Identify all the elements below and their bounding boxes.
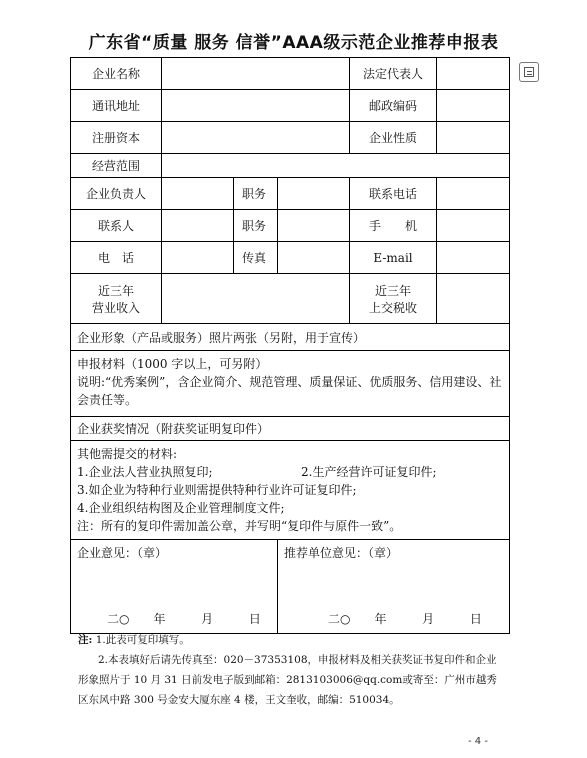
label-company-nature: 企业性质 xyxy=(350,122,437,154)
date-year: 二○ 年 xyxy=(328,612,387,626)
label-revenue-line1: 近三年 xyxy=(97,283,134,298)
recommender-opinion-box[interactable] xyxy=(278,540,510,634)
field-fax[interactable] xyxy=(278,242,350,274)
other-title: 其他需提交的材料: xyxy=(77,447,178,461)
note-2: 2.本表填好后请先传真至：020－37353108，申报材料及相关获奖证书复印件和企业形象照片于 10 月 31 日前发电子版到邮箱：2813103006@qq.com或寄至：广州市越秀区东风中路 300 号金安大厦东座 4 楼，王文奎收，邮编：510034。 xyxy=(78,654,497,706)
materials-title: 申报材料（1000 字以上，可另附） xyxy=(77,357,268,371)
application-form-table xyxy=(70,57,510,634)
company-opinion-date xyxy=(107,610,261,627)
field-company-name[interactable] xyxy=(162,58,350,90)
label-contact-person: 联系人 xyxy=(71,210,162,242)
page-number: - 4 - xyxy=(468,736,488,747)
field-registered-capital[interactable] xyxy=(162,122,350,154)
image-photos-row[interactable]: 企业形象（产品或服务）照片两张（另附，用于宣传） xyxy=(71,324,510,351)
label-position-2: 职务 xyxy=(234,210,278,242)
recommender-opinion-label: 推荐单位意见：（章） xyxy=(284,546,399,560)
field-company-head[interactable] xyxy=(162,178,234,210)
note-1-line xyxy=(78,630,506,650)
label-position-1: 职务 xyxy=(234,178,278,210)
label-company-name: 企业名称 xyxy=(71,58,162,90)
other-item-2: 2.生产经营许可证复印件; xyxy=(301,465,437,479)
field-business-scope[interactable] xyxy=(162,154,510,178)
label-postal-code: 邮政编码 xyxy=(350,90,437,122)
field-email[interactable] xyxy=(437,242,510,274)
materials-section[interactable] xyxy=(71,351,510,417)
other-note: 注：所有的复印件需加盖公章，并写明“复印件与原件一致”。 xyxy=(77,519,402,533)
label-legal-rep: 法定代表人 xyxy=(350,58,437,90)
field-position-2[interactable] xyxy=(278,210,350,242)
field-tax[interactable] xyxy=(437,274,510,324)
field-revenue[interactable] xyxy=(162,274,350,324)
notes-section xyxy=(78,630,506,710)
field-legal-rep[interactable] xyxy=(437,58,510,90)
label-phone: 电 话 xyxy=(71,242,162,274)
label-company-head: 企业负责人 xyxy=(71,178,162,210)
field-position-1[interactable] xyxy=(278,178,350,210)
date-month: 月 xyxy=(422,612,435,626)
other-item-4: 4.企业组织结构图及企业管理制度文件; xyxy=(77,501,285,515)
materials-desc: 说明:“优秀案例”，含企业简介、规范管理、质量保证、优质服务、信用建设、社会责任等。 xyxy=(77,375,502,407)
label-fax: 传真 xyxy=(234,242,278,274)
field-postal-code[interactable] xyxy=(437,90,510,122)
field-contact-phone[interactable] xyxy=(437,178,510,210)
other-item-3: 3.如企业为特种行业则需提供特种行业许可证复印件; xyxy=(77,483,357,497)
label-tax-line2: 上交税收 xyxy=(369,300,418,315)
date-month: 月 xyxy=(201,612,214,626)
label-revenue-line2: 营业收入 xyxy=(91,300,140,315)
label-tax-line1: 近三年 xyxy=(375,283,412,298)
field-address[interactable] xyxy=(162,90,350,122)
date-year: 二○ 年 xyxy=(107,612,166,626)
company-opinion-box[interactable] xyxy=(71,540,278,634)
other-materials-section xyxy=(71,441,510,540)
label-contact-phone: 联系电话 xyxy=(350,178,437,210)
ocr-scan-icon[interactable] xyxy=(519,62,539,82)
label-tax xyxy=(350,274,437,324)
label-business-scope: 经营范围 xyxy=(71,154,162,178)
form-title: 广东省“质量 服务 信誉”AAA级示范企业推荐申报表 xyxy=(88,33,499,53)
field-contact-person[interactable] xyxy=(162,210,234,242)
date-day: 日 xyxy=(469,612,482,626)
other-item-1: 1.企业法人营业执照复印; xyxy=(77,465,213,479)
date-day: 日 xyxy=(248,612,261,626)
notes-label: 注: xyxy=(78,634,93,646)
field-mobile[interactable] xyxy=(437,210,510,242)
field-company-nature[interactable] xyxy=(437,122,510,154)
field-phone[interactable] xyxy=(162,242,234,274)
label-revenue xyxy=(71,274,162,324)
awards-row[interactable]: 企业获奖情况（附获奖证明复印件） xyxy=(71,417,510,441)
label-address: 通讯地址 xyxy=(71,90,162,122)
company-opinion-label: 企业意见：（章） xyxy=(77,546,168,560)
label-email: E-mail xyxy=(350,242,437,274)
note-1: 1.此表可复印填写。 xyxy=(95,634,190,646)
recommender-opinion-date xyxy=(328,610,482,627)
label-mobile: 手 机 xyxy=(350,210,437,242)
label-registered-capital: 注册资本 xyxy=(71,122,162,154)
